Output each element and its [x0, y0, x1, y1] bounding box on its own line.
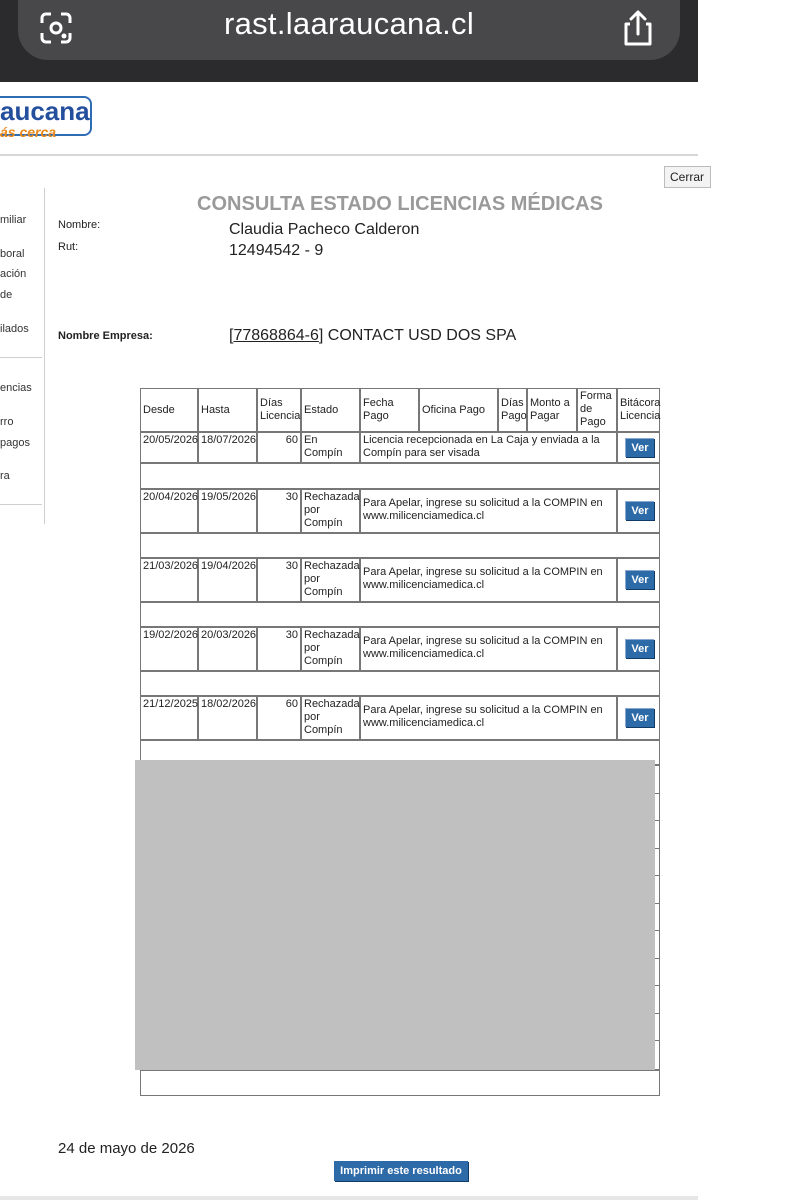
table-cell-hasta: 20/03/2026	[198, 627, 257, 671]
header-fecha-pago: Fecha Pago	[360, 388, 419, 432]
table-cell-estado: Rechazada por Compín	[301, 627, 360, 671]
table-cell-desde: 20/04/2026	[140, 489, 198, 533]
header-bitacora: Bitácora Licencia	[617, 388, 660, 432]
sidebar-item[interactable]: boral	[0, 248, 25, 260]
table-cell-estado: Rechazada por Compín	[301, 558, 360, 602]
ver-button[interactable]: Ver	[625, 639, 654, 658]
table-cell-mensaje: Para Apelar, ingrese su solicitud a la COMPIN en www.milicenciamedica.cl	[360, 696, 617, 740]
table-cell-hasta: 19/05/2026	[198, 489, 257, 533]
page-title: CONSULTA ESTADO LICENCIAS MÉDICAS	[197, 193, 603, 215]
url-text[interactable]: rast.laaraucana.cl	[223, 6, 475, 41]
table-cell-hasta: 18/07/2026	[198, 432, 257, 463]
table-cell-desde: 20/05/2026	[140, 432, 198, 463]
logo-name[interactable]: aucana	[0, 96, 90, 126]
rut-label: Rut:	[58, 241, 79, 253]
table-cell-estado: Rechazada por Compín	[301, 696, 360, 740]
company-label: Nombre Empresa:	[58, 330, 153, 342]
sidebar-item[interactable]: pagos	[0, 437, 30, 449]
sidebar-item[interactable]: ilados	[0, 323, 29, 335]
company-value	[229, 327, 516, 345]
table-cell-dias: 60	[257, 696, 301, 740]
header-monto-pagar: Monto a Pagar	[527, 388, 577, 432]
table-cell-mensaje: Para Apelar, ingrese su solicitud a la COMPIN en www.milicenciamedica.cl	[360, 627, 617, 671]
table-cell-desde: 21/03/2026	[140, 558, 198, 602]
company-bracket-open: [	[229, 327, 234, 344]
table-spacer-row	[140, 602, 660, 627]
ver-button[interactable]: Ver	[625, 501, 654, 520]
company-name: CONTACT USD DOS SPA	[327, 327, 517, 344]
bottom-bar	[0, 1196, 698, 1200]
ver-button[interactable]: Ver	[625, 438, 654, 457]
header-hasta: Hasta	[198, 388, 257, 432]
header-forma-pago: Forma de Pago	[577, 388, 617, 432]
table-spacer-row	[140, 533, 660, 558]
table-cell-desde: 19/02/2026	[140, 627, 198, 671]
site-header	[0, 82, 698, 156]
header-desde: Desde	[140, 388, 198, 432]
table-cell-dias: 30	[257, 558, 301, 602]
header-estado: Estado	[301, 388, 360, 432]
company-rut-link[interactable]: 77868864-6	[233, 327, 319, 344]
header-oficina-pago: Oficina Pago	[419, 388, 498, 432]
table-cell-estado: En Compín	[301, 432, 360, 463]
sidebar-divider	[0, 357, 42, 358]
table-spacer-row	[140, 463, 660, 489]
share-icon[interactable]	[620, 8, 656, 48]
footer-date: 24 de mayo de 2026	[58, 1140, 195, 1157]
name-value: Claudia Pacheco Calderon	[229, 221, 420, 238]
ver-button[interactable]: Ver	[625, 708, 654, 727]
table-cell-mensaje: Para Apelar, ingrese su solicitud a la COMPIN en www.milicenciamedica.cl	[360, 489, 617, 533]
table-cell-desde: 21/12/2025	[140, 696, 198, 740]
table-cell-estado: Rechazada por Compín	[301, 489, 360, 533]
sidebar-item[interactable]: ra	[0, 470, 10, 482]
table-cell-hasta: 19/04/2026	[198, 558, 257, 602]
rut-value: 12494542 - 9	[229, 242, 324, 259]
redacted-area	[135, 760, 655, 1070]
sidebar-item[interactable]: de	[0, 289, 13, 301]
ver-button[interactable]: Ver	[625, 570, 654, 589]
sidebar-item[interactable]: rro	[0, 416, 14, 428]
table-cell-mensaje: Para Apelar, ingrese su solicitud a la COMPIN en www.milicenciamedica.cl	[360, 558, 617, 602]
table-cell-dias: 30	[257, 489, 301, 533]
table-cell-mensaje: Licencia recepcionada en La Caja y enviada a la Compín para ser visada	[360, 432, 617, 463]
table-cell-dias: 30	[257, 627, 301, 671]
header-dias-pago: Días Pago	[498, 388, 527, 432]
company-bracket-close: ]	[318, 327, 324, 344]
sidebar-item[interactable]: ación	[0, 268, 27, 280]
logout-button[interactable]: Cerrar	[664, 166, 711, 188]
table-cell-dias: 60	[257, 432, 301, 463]
sidebar-item[interactable]: encias	[0, 382, 32, 394]
table-spacer-row	[140, 671, 660, 696]
table-cell-hasta: 18/02/2026	[198, 696, 257, 740]
browser-top-bar	[0, 0, 698, 82]
table-last-row	[140, 1070, 660, 1096]
sidebar-divider	[0, 504, 42, 505]
print-button[interactable]: Imprimir este resultado	[334, 1161, 468, 1181]
name-label: Nombre:	[58, 219, 101, 231]
logo-tagline: ás cerca	[0, 124, 57, 140]
header-dias-licencia: Días Licencia	[257, 388, 301, 432]
sidebar-item[interactable]: miliar	[0, 214, 27, 226]
